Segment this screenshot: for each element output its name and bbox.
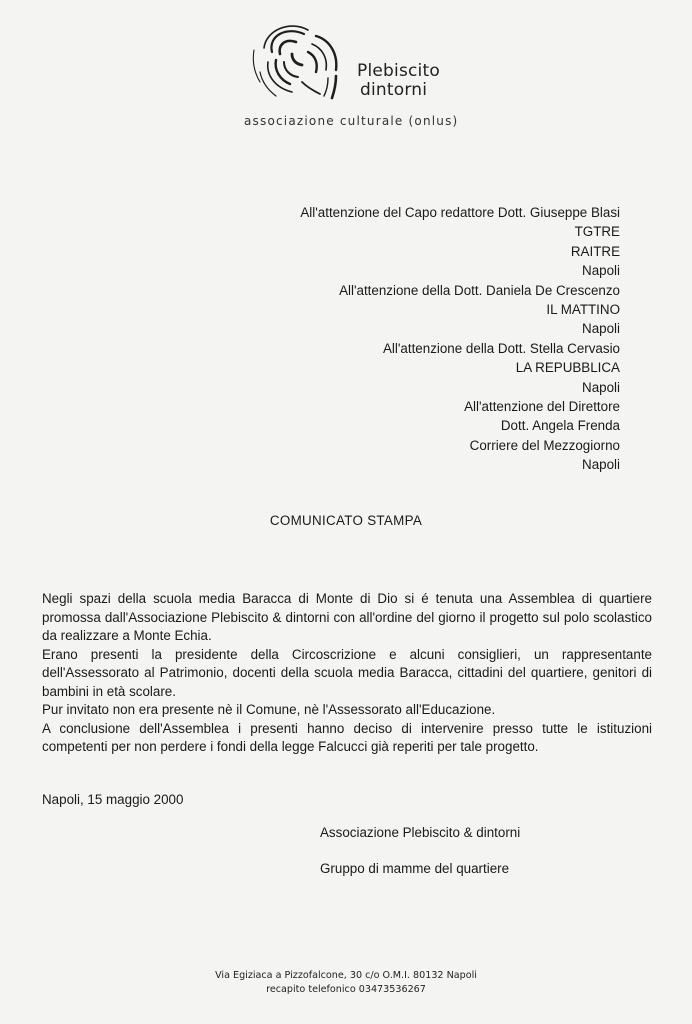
- footer: [0, 969, 692, 997]
- recipient-line: Napoli: [582, 379, 620, 395]
- recipients-block: [200, 203, 620, 475]
- body-text: [42, 590, 652, 757]
- organization-name-line2: dintorni: [360, 80, 428, 100]
- document-date: Napoli, 15 maggio 2000: [42, 792, 184, 807]
- recipient-line: TGTRE: [574, 224, 620, 240]
- recipient-line: LA REPUBBLICA: [515, 360, 620, 376]
- document-title: COMUNICATO STAMPA: [269, 513, 423, 528]
- association-logo-icon: [246, 22, 356, 102]
- organization-name-line1: Plebiscito: [357, 61, 440, 81]
- recipient-line: Corriere del Mezzogiorno: [469, 437, 620, 453]
- recipient-line: All'attenzione del Direttore: [464, 399, 620, 415]
- recipient-line: Dott. Angela Frenda: [500, 418, 620, 434]
- recipient-line: Napoli: [582, 321, 620, 337]
- body-paragraph: Negli spazi della scuola media Baracca di Monte di Dio si é tenuta una Assemblea di quartiere promossa dall'Associazione Plebiscito & dintorni con all'ordine del giorno il progetto sul polo scolastico da realizzare a Monte Echia.: [42, 591, 652, 643]
- recipient-line: All'attenzione del Capo redattore Dott. Giuseppe Blasi: [300, 205, 620, 220]
- recipient-line: All'attenzione della Dott. Stella Cervasio: [382, 340, 620, 356]
- recipient-line: All'attenzione della Dott. Daniela De Crescenzo: [339, 282, 620, 298]
- recipient-line: IL MATTINO: [546, 302, 620, 318]
- organization-subtitle: associazione culturale (onlus): [244, 114, 459, 128]
- body-paragraph: Erano presenti la presidente della Circoscrizione e alcuni consiglieri, un rappresentante dell'Assessorato al Patrimonio, docenti della scuola media Baracca, cittadini del quartiere, genitori di bambini in età scolare.: [42, 646, 652, 699]
- body-paragraph: A conclusione dell'Assemblea i presenti hanno deciso di intervenire presso tutte le istituzioni competenti per non perdere i fondi della legge Falcucci già reperiti per tale progetto.: [42, 720, 652, 754]
- recipient-line: Napoli: [582, 263, 620, 279]
- footer-phone: recapito telefonico 03473536267: [266, 984, 426, 995]
- recipient-line: Napoli: [582, 457, 620, 473]
- recipient-line: RAITRE: [570, 243, 620, 259]
- organization-name: [357, 62, 440, 100]
- signature-mothers-group: Gruppo di mamme del quartiere: [320, 861, 510, 876]
- footer-address: Via Egiziaca a Pizzofalcone, 30 c/o O.M.I. 80132 Napoli: [215, 970, 477, 981]
- body-paragraph: Pur invitato non era presente nè il Comune, nè l'Assessorato all'Educazione.: [42, 702, 496, 717]
- signature-association: Associazione Plebiscito & dintorni: [320, 825, 521, 840]
